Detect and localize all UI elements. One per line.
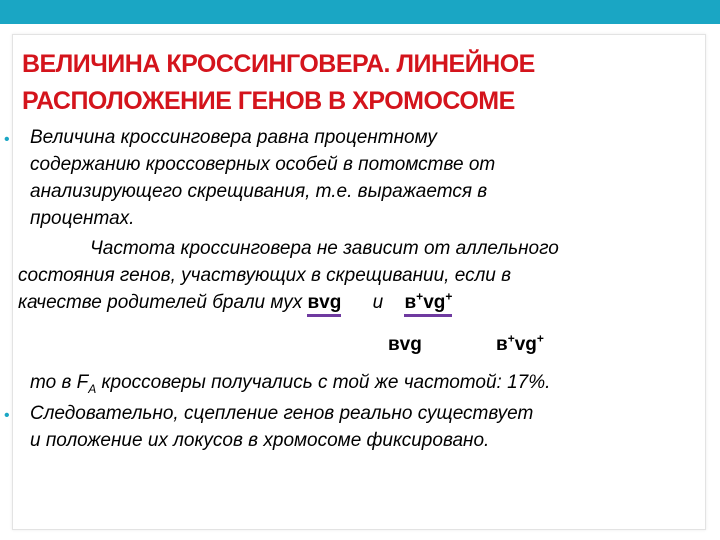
text-line: Величина кроссинговера равна процентному	[30, 127, 437, 148]
genotype-connector: и	[372, 292, 384, 313]
bullet-icon: •	[4, 407, 10, 424]
genotype-bottom-left: вvg	[388, 334, 422, 355]
text-line: содержанию кроссоверных особей в потомстве от	[30, 154, 496, 175]
title-line-1: ВЕЛИЧИНА КРОССИНГОВЕРА. ЛИНЕЙНОЕ	[22, 50, 535, 78]
text-line	[18, 289, 452, 317]
text-fragment: качестве родителей брали мух	[18, 292, 303, 313]
bullet-icon: •	[4, 131, 10, 148]
genotype-top-left: вvg	[307, 292, 341, 317]
top-accent-bar	[0, 0, 720, 24]
text-line: Следовательно, сцепление генов реально существует	[30, 403, 534, 424]
slide-title	[22, 46, 702, 120]
genotype-bottom-right: в+vg+	[496, 331, 544, 355]
text-line: состояния генов, участвующих в скрещивании, если в	[18, 265, 512, 286]
title-line-2: РАСПОЛОЖЕНИЕ ГЕНОВ В ХРОМОСОМЕ	[22, 87, 515, 115]
text-line: то в $F_A$ кроссоверы получались с той же частотой: 17%.	[30, 372, 551, 396]
genotype-top-right: в+vg+	[404, 292, 452, 317]
text-line: анализирующего скрещивания, т.е. выражается в	[30, 181, 488, 202]
text-line: Частота кроссинговера не зависит от аллельного	[90, 238, 559, 259]
text-line: процентах.	[30, 208, 135, 229]
text-line: и положение их локусов в хромосоме фиксировано.	[30, 430, 490, 451]
